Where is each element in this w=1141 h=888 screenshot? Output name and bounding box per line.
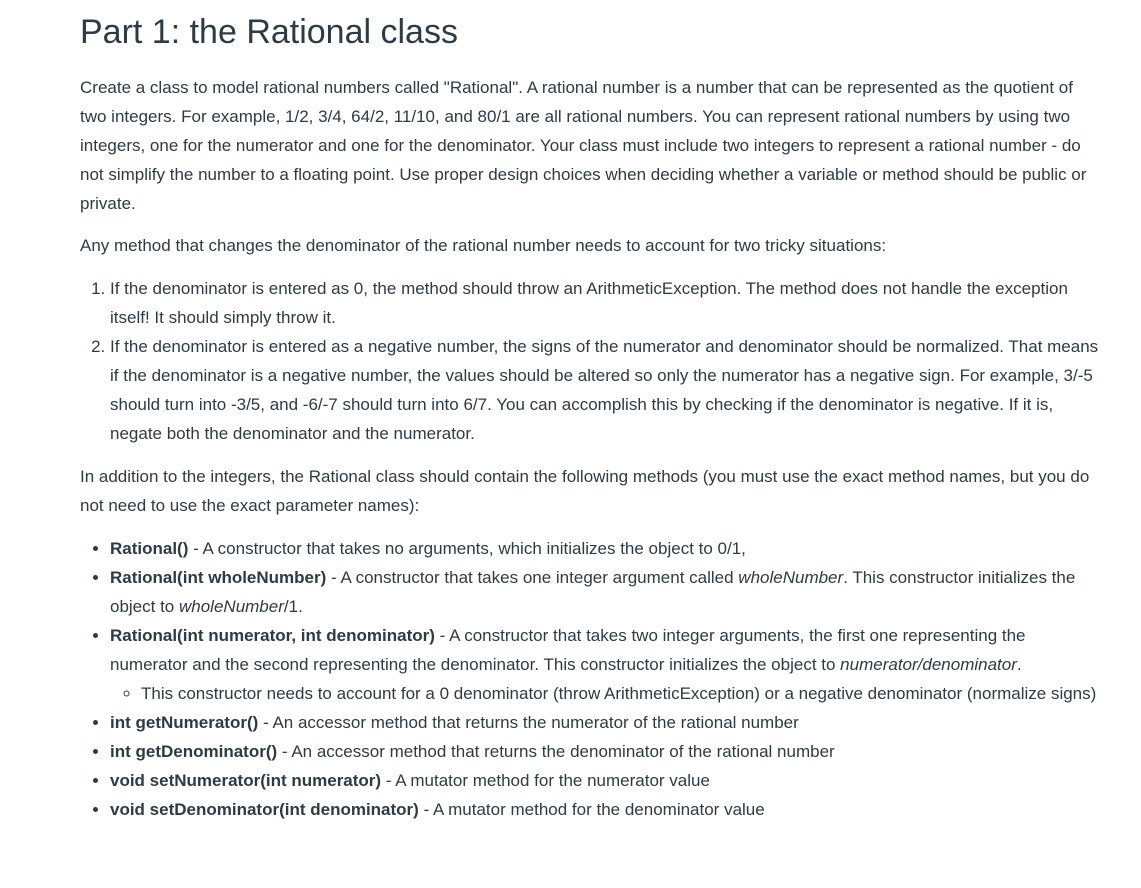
param-name: numerator/denominator bbox=[840, 655, 1017, 674]
method-item-whole-number-constructor bbox=[110, 563, 1101, 621]
method-signature: int getNumerator() bbox=[110, 713, 259, 732]
method-item-two-arg-constructor bbox=[110, 621, 1101, 708]
method-description: - An accessor method that returns the numerator of the rational number bbox=[258, 713, 799, 732]
tricky-item-negative-denominator: 2. If the denominator is entered as a negative number, the signs of the numerator and denominator should be normalized. That means if the denominator is a negative number, the values should be altered so only the numerator has a negative sign. For example, 3/-5 should turn into -3/5, and -6/-7 should turn into 6/7. You can accomplish this by checking if the denominator is negative. If it is, negate both the denominator and the numerator. bbox=[110, 332, 1101, 448]
methods-list bbox=[80, 534, 1101, 824]
method-item-set-numerator bbox=[110, 766, 1101, 795]
method-signature: Rational(int wholeNumber) bbox=[110, 568, 327, 587]
intro-paragraph: Create a class to model rational numbers called "Rational". A rational number is a number that can be represented as the quotient of two integers. For example, 1/2, 3/4, 64/2, 11/10, and 80/1 are all rational numbers. You can represent rational numbers by using two integers, one for the numerator and one for the denominator. Your class must include two integers to represent a rational number - do not simplify the number to a floating point. Use proper design choices when deciding whether a variable or method should be public or private. bbox=[80, 78, 1087, 213]
method-description: /1. bbox=[283, 597, 303, 616]
method-description: - A mutator method for the numerator value bbox=[381, 771, 710, 790]
method-description: - A constructor that takes one integer argument called bbox=[326, 568, 739, 587]
param-name: wholeNumber bbox=[179, 597, 284, 616]
method-item-get-denominator bbox=[110, 737, 1101, 766]
method-description: . bbox=[1016, 655, 1022, 674]
tricky-situations-list bbox=[80, 274, 1101, 448]
method-signature: Rational() bbox=[110, 539, 189, 558]
tricky-situations-intro: Any method that changes the denominator of the rational number needs to account for two tricky situations: bbox=[80, 236, 887, 255]
method-item-default-constructor bbox=[110, 534, 1101, 563]
method-item-get-numerator bbox=[110, 708, 1101, 737]
constructor-notes-list bbox=[110, 679, 1101, 708]
page-title: Part 1: the Rational class bbox=[80, 13, 458, 51]
method-description: - A mutator method for the denominator value bbox=[418, 800, 765, 819]
method-signature: int getDenominator() bbox=[110, 742, 278, 761]
method-signature: void setNumerator(int numerator) bbox=[110, 771, 382, 790]
method-description: - A constructor that takes no arguments, which initializes the object to 0/1, bbox=[188, 539, 746, 558]
method-signature: Rational(int numerator, int denominator) bbox=[110, 626, 435, 645]
method-description: - An accessor method that returns the denominator of the rational number bbox=[277, 742, 835, 761]
methods-intro: In addition to the integers, the Rational class should contain the following methods (you must use the exact method names, but you do not need to use the exact parameter names): bbox=[80, 467, 1090, 515]
tricky-item-zero-denominator: 1. If the denominator is entered as 0, the method should throw an ArithmeticException. The method does not handle the exception itself! It should simply throw it. bbox=[110, 274, 1101, 332]
method-signature: void setDenominator(int denominator) bbox=[110, 800, 419, 819]
method-item-set-denominator bbox=[110, 795, 1101, 824]
param-name: wholeNumber bbox=[738, 568, 844, 587]
method-description: - A constructor that takes two integer arguments, the first one representing the numerator and the second representing the denominator. This constructor initializes the object to bbox=[110, 626, 1026, 674]
method-description: . This constructor initializes the object to bbox=[110, 568, 1076, 616]
constructor-note: ◦ This constructor needs to account for a 0 denominator (throw ArithmeticException) or a negative denominator (normalize signs) bbox=[141, 679, 1101, 708]
